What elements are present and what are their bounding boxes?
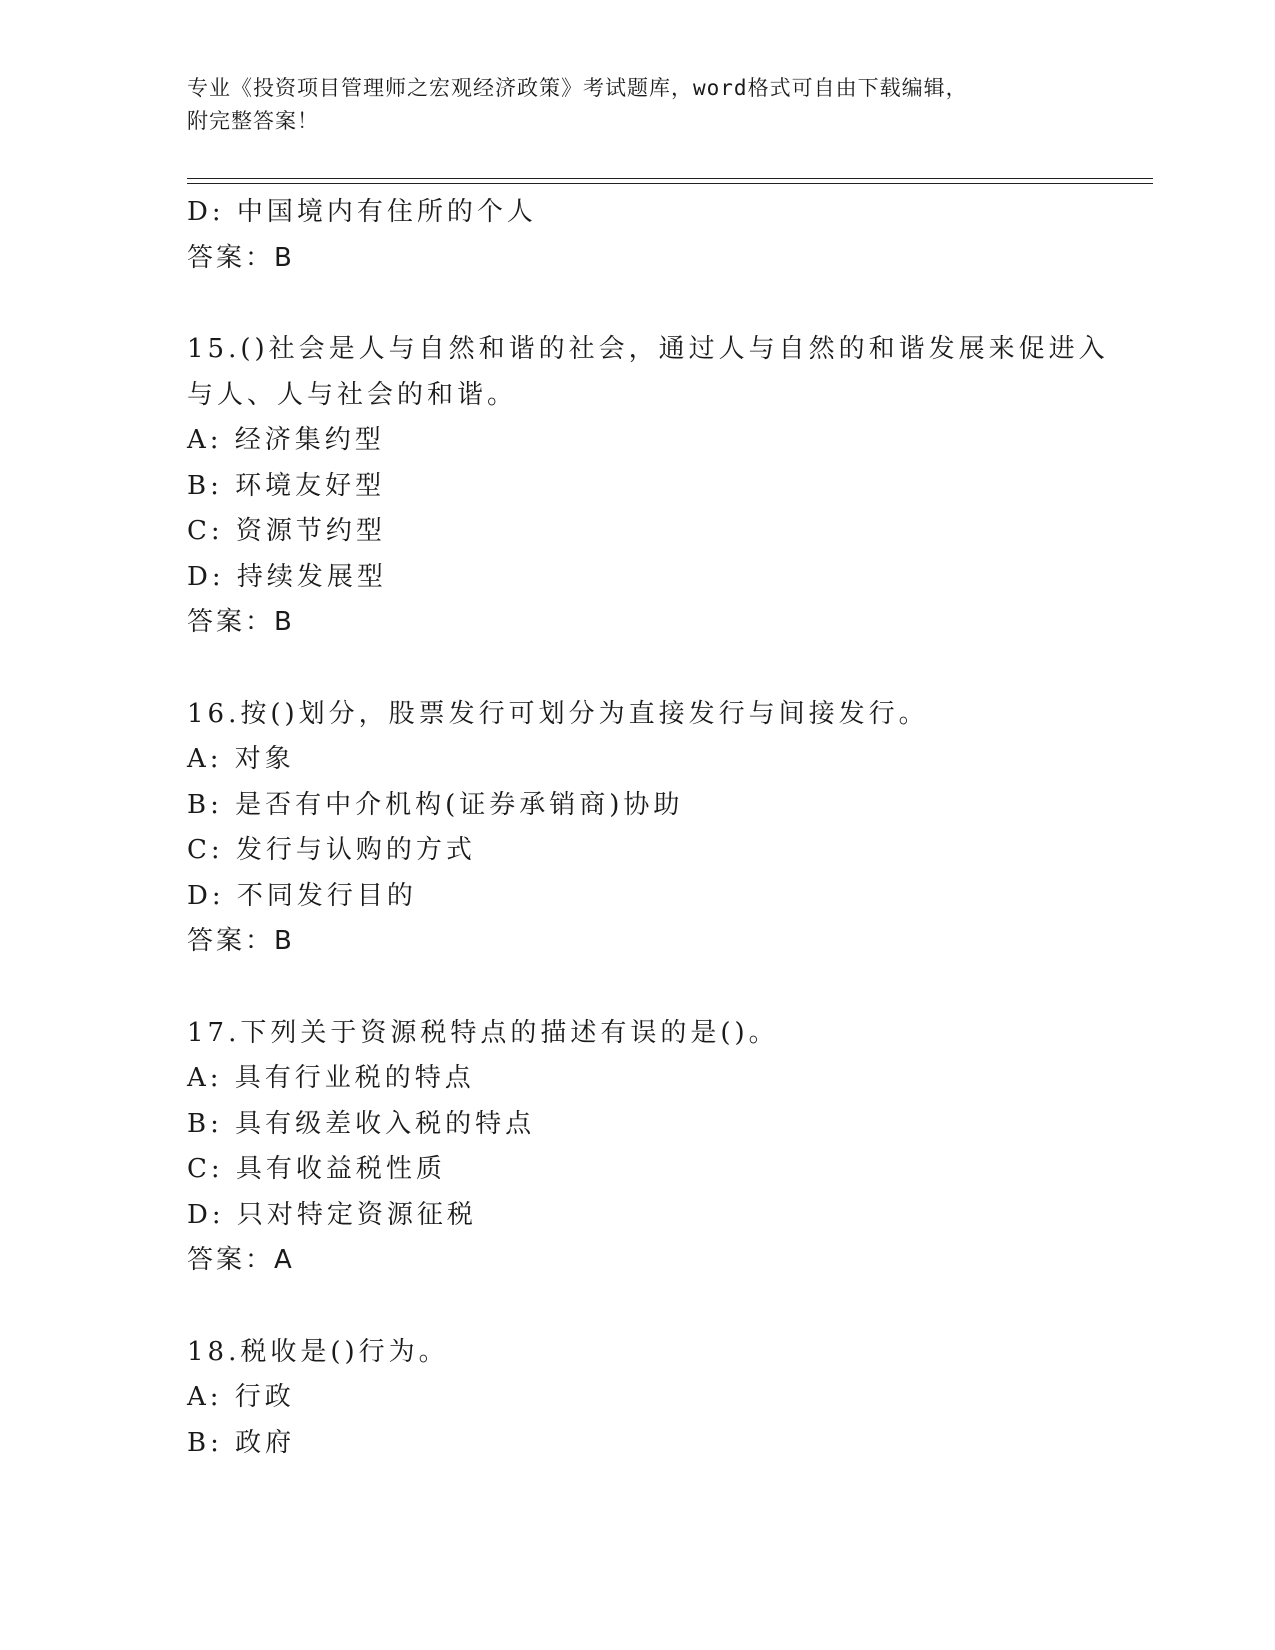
question-list — [187, 190, 1109, 1466]
spacer — [187, 965, 1087, 1011]
answer-line: 答案：A — [187, 1245, 295, 1275]
question-text: 18.税收是()行为。 — [187, 1336, 449, 1367]
option-a: A: 对象 — [187, 744, 295, 774]
option-d: D: 只对特定资源征税 — [187, 1199, 477, 1230]
option-b: B: 政府 — [187, 1427, 296, 1458]
option-b: B: 是否有中介机构(证券承销商)协助 — [187, 789, 684, 820]
option-a: A: 经济集约型 — [187, 425, 385, 455]
option-a: A: 具有行业税的特点 — [187, 1063, 475, 1093]
question-text: 15.()社会是人与自然和谐的社会，通过人与自然的和谐发展来促进入 — [187, 334, 1109, 364]
spacer — [187, 281, 1087, 327]
option-c: C: 发行与认购的方式 — [187, 835, 476, 865]
answer-line: 答案：B — [187, 607, 295, 637]
question-text: 16.按()划分，股票发行可划分为直接发行与间接发行。 — [187, 698, 929, 729]
answer-line: 答案：B — [187, 926, 295, 956]
option-d: D: 持续发展型 — [187, 561, 387, 592]
option-d: D: 不同发行目的 — [187, 880, 417, 911]
question-15 — [187, 327, 1109, 646]
document-header — [187, 72, 1087, 138]
question-16 — [187, 692, 1087, 965]
option-c: C: 具有收益税性质 — [187, 1154, 446, 1184]
header-divider-top — [187, 178, 1153, 179]
question-text-continued: 与人、人与社会的和谐。 — [187, 379, 518, 410]
question-18 — [187, 1330, 1087, 1467]
spacer — [187, 646, 1087, 692]
option-b: B: 具有级差收入税的特点 — [187, 1108, 536, 1139]
option-d: D: 中国境内有住所的个人 — [187, 197, 537, 227]
question-text: 17.下列关于资源税特点的描述有误的是()。 — [187, 1017, 779, 1048]
question-17 — [187, 1011, 1087, 1284]
option-c: C: 资源节约型 — [187, 516, 386, 546]
header-line-2: 附完整答案！ — [187, 109, 319, 133]
answer-line: 答案：B — [187, 242, 295, 273]
header-line-1: 专业《投资项目管理师之宏观经济政策》考试题库，word格式可自由下载编辑， — [187, 76, 968, 100]
spacer — [187, 1284, 1087, 1330]
header-divider-bottom — [187, 183, 1153, 184]
option-b: B: 环境友好型 — [187, 470, 386, 501]
option-a: A: 行政 — [187, 1382, 295, 1412]
